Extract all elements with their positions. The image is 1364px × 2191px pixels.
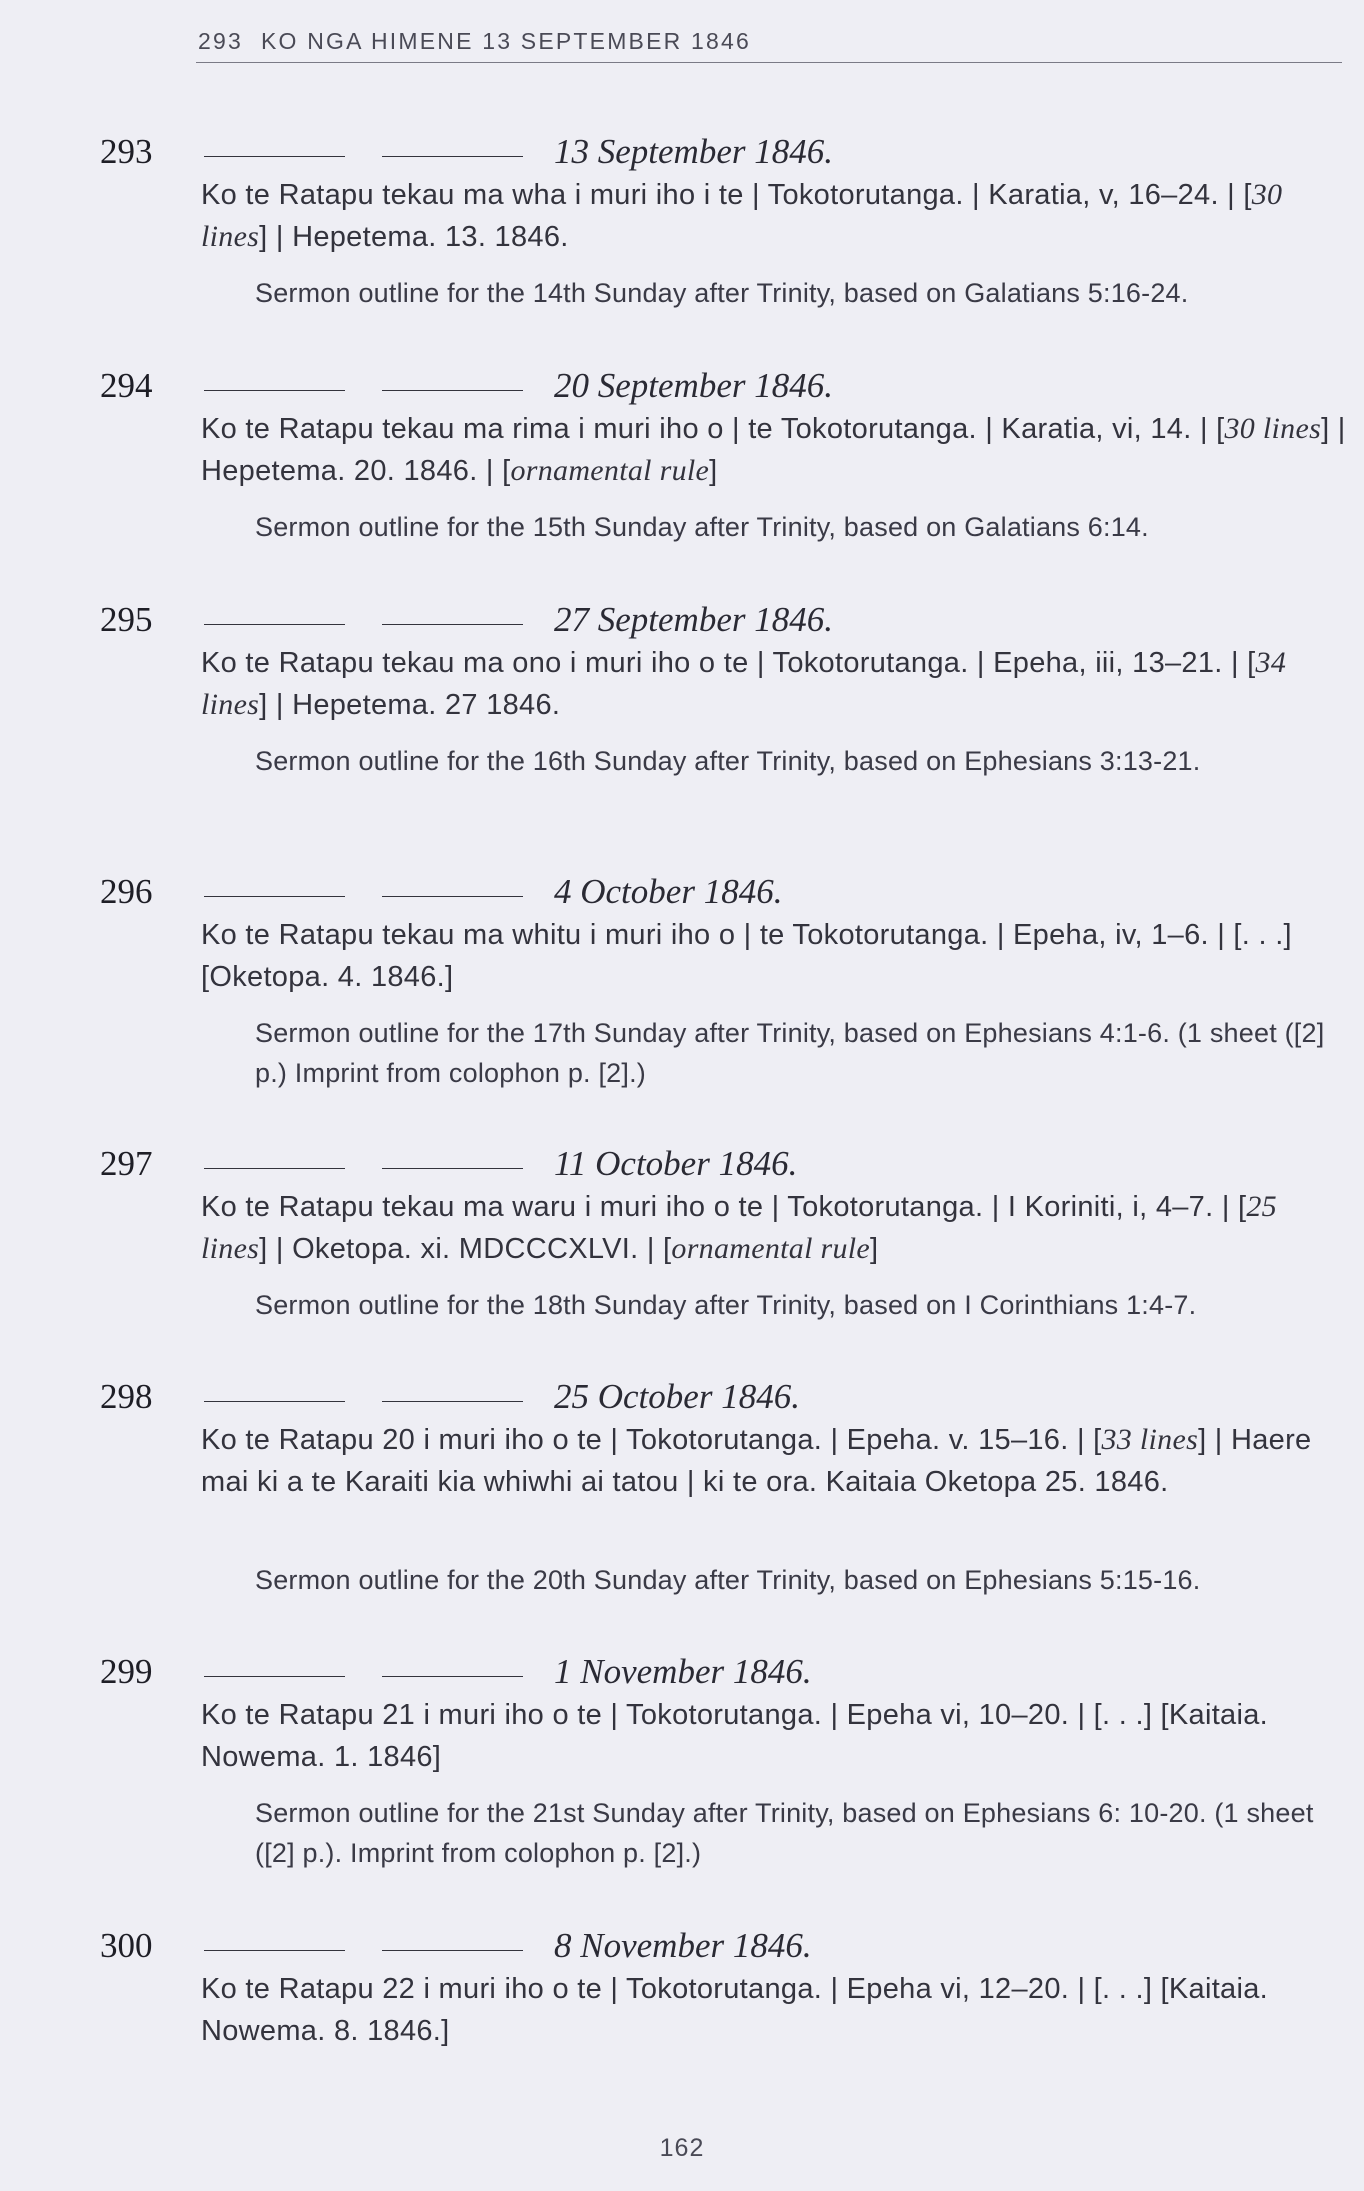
title-italic: ornamental rule — [510, 454, 710, 487]
entry-date: 20 September 1846. — [554, 366, 833, 405]
entry-number: 299 — [100, 1652, 153, 1691]
header-rule — [196, 62, 1342, 63]
running-head — [198, 28, 751, 55]
title-italic: ornamental rule — [671, 1232, 871, 1265]
entry-date: 27 September 1846. — [554, 600, 833, 639]
author-dash — [204, 896, 345, 897]
entry-note: Sermon outline for the 16th Sunday after Trinity, based on Ephesians 3:13-21. — [255, 746, 1201, 776]
author-dash — [204, 156, 345, 157]
entry-number: 296 — [100, 872, 153, 911]
entry-number: 295 — [100, 600, 153, 639]
entry-note: Sermon outline for the 17th Sunday after Trinity, based on Ephesians 4:1-6. (1 sheet ([2] p.) Imprint from colophon p. [2].) — [255, 1018, 1325, 1088]
title-italic: 34 lines — [201, 646, 1287, 721]
author-dash — [204, 390, 345, 391]
entry-number: 298 — [100, 1377, 153, 1416]
title-text: ] | Hepetema. 13. 1846. — [259, 221, 569, 253]
entry-note: Sermon outline for the 18th Sunday after Trinity, based on I Corinthians 1:4-7. — [255, 1290, 1197, 1320]
entry-title — [201, 1968, 1351, 2052]
entry-date: 8 November 1846. — [554, 1926, 812, 1965]
title-text: Ko te Ratapu tekau ma ono i muri iho o te | Tokotorutanga. | Epeha, iii, 13–21. | [ — [201, 647, 1256, 679]
entry-note: Sermon outline for the 20th Sunday after Trinity, based on Ephesians 5:15-16. — [255, 1565, 1201, 1595]
title-text: ] — [709, 455, 718, 487]
entry-title — [201, 1419, 1351, 1503]
title-dash — [382, 1168, 523, 1169]
entry-note: Sermon outline for the 21st Sunday after Trinity, based on Ephesians 6: 10-20. (1 sheet ([2] p.). Imprint from colophon p. [2].) — [255, 1798, 1314, 1868]
title-dash — [382, 624, 523, 625]
entry-note: Sermon outline for the 15th Sunday after Trinity, based on Galatians 6:14. — [255, 512, 1149, 542]
author-dash — [204, 1676, 345, 1677]
title-dash — [382, 156, 523, 157]
entry-number: 293 — [100, 132, 153, 171]
author-dash — [204, 1950, 345, 1951]
title-text: Ko te Ratapu 21 i muri iho o te | Tokotorutanga. | Epeha vi, 10–20. | [. . .] [Kaitaia. Nowema. 1. 1846] — [201, 1699, 1269, 1773]
title-italic: 33 lines — [1101, 1423, 1199, 1456]
entry-number: 297 — [100, 1144, 153, 1183]
entry-note: Sermon outline for the 14th Sunday after Trinity, based on Galatians 5:16-24. — [255, 278, 1189, 308]
title-italic: 30 lines — [1224, 412, 1322, 445]
author-dash — [204, 624, 345, 625]
entry-title — [201, 408, 1351, 492]
entry-number: 300 — [100, 1926, 153, 1965]
page-number: 162 — [659, 2134, 705, 2162]
title-dash — [382, 896, 523, 897]
running-head-title: KO NGA HIMENE 13 SEPTEMBER 1846 — [260, 28, 752, 54]
entry-date: 25 October 1846. — [554, 1377, 800, 1416]
entry-title — [201, 174, 1351, 258]
entry-title — [201, 642, 1351, 726]
title-dash — [382, 1676, 523, 1677]
title-text: ] | Oketopa. xi. MDCCCXLVI. | [ — [259, 1233, 672, 1265]
entry-title — [201, 914, 1351, 998]
title-dash — [382, 390, 523, 391]
entry-date: 1 November 1846. — [554, 1652, 812, 1691]
title-dash — [382, 1950, 523, 1951]
title-text: Ko te Ratapu tekau ma rima i muri iho o | te Tokotorutanga. | Karatia, vi, 14. | [ — [201, 413, 1225, 445]
author-dash — [204, 1168, 345, 1169]
entry-date: 4 October 1846. — [554, 872, 783, 911]
author-dash — [204, 1401, 345, 1402]
title-text: ] — [870, 1233, 879, 1265]
title-text: Ko te Ratapu 22 i muri iho o te | Tokotorutanga. | Epeha vi, 12–20. | [. . .] [Kaitaia. Nowema. 8. 1846.] — [201, 1973, 1269, 2047]
title-text: ] | Haere mai ki a te Karaiti kia whiwhi ai tatou | ki te ora. Kaitaia Oketopa 25. 1846. — [201, 1424, 1312, 1498]
title-text: Ko te Ratapu 20 i muri iho o te | Tokotorutanga. | Epeha. v. 15–16. | [ — [201, 1424, 1102, 1456]
entry-date: 11 October 1846. — [554, 1144, 798, 1183]
entry-title — [201, 1186, 1351, 1270]
title-italic: 25 lines — [201, 1190, 1277, 1265]
entry-title — [201, 1694, 1351, 1778]
entry-date: 13 September 1846. — [554, 132, 833, 171]
title-dash — [382, 1401, 523, 1402]
running-head-page-ref: 293 — [198, 28, 243, 54]
title-text: ] | Hepetema. 20. 1846. | [ — [201, 413, 1346, 487]
title-text: Ko te Ratapu tekau ma whitu i muri iho o | te Tokotorutanga. | Epeha, iv, 1–6. | [. . .] [Oketopa. 4. 1846.] — [201, 919, 1292, 993]
title-italic: 30 lines — [201, 178, 1283, 253]
title-text: ] | Hepetema. 27 1846. — [259, 689, 561, 721]
entry-number: 294 — [100, 366, 153, 405]
title-text: Ko te Ratapu tekau ma waru i muri iho o te | Tokotorutanga. | I Koriniti, i, 4–7. | [ — [201, 1191, 1247, 1223]
title-text: Ko te Ratapu tekau ma wha i muri iho i te | Tokotorutanga. | Karatia, v, 16–24. | [ — [201, 179, 1252, 211]
